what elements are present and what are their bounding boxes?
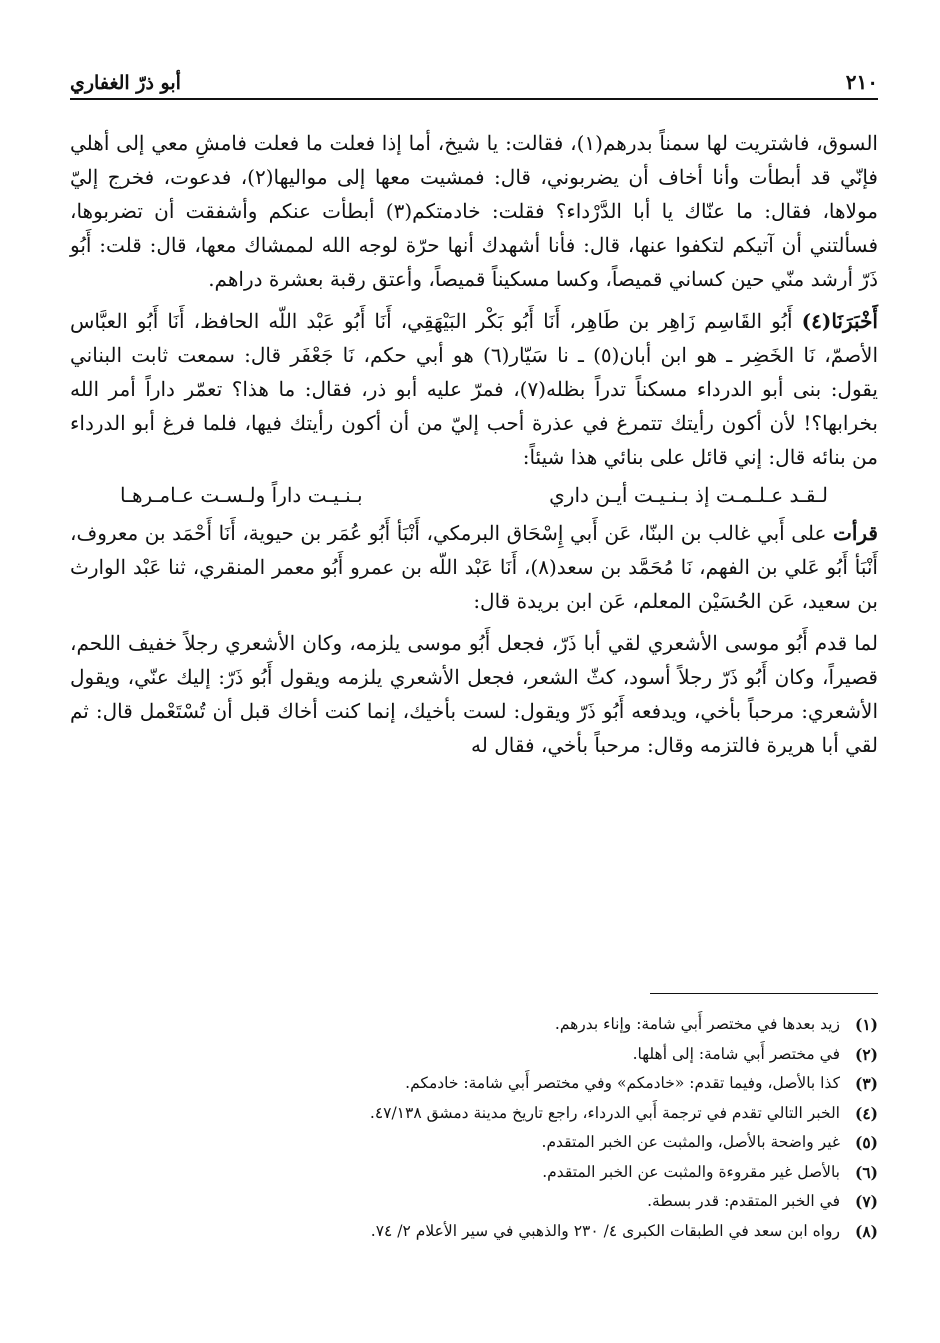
paragraph-lead: قرأت xyxy=(833,521,878,545)
paragraph xyxy=(70,126,878,296)
paragraph-text: لما قدم أَبُو موسى الأشعري لقي أبا ذَرّ، فجعل أَبُو موسى يلزمه، وكان الأشعري رجلاً خفيف اللحم، قصيراً، وكان أَبُو ذَرّ رجلاً أسود، كثّ الشعر، فجعل الأشعري يلزمه ويقول أَبُو ذَرّ: إليك عنّي، ويقول الأشعري: مرحباً بأخي، ويدفعه أَبُو ذَرّ ويقول: لست بأخيك، إنما كنت أخاك قبل أن تُسْتَعْمل قال: ثم لقي أبا هريرة فالتزمه وقال: مرحباً بأخي، فقال له xyxy=(70,631,878,757)
paragraph-text: على أَبي غالب بن البنّا، عَن أَبي إِسْحَاق البرمكي، أَنْبَأ أَبُو عُمَر بن حيوية، أَنَا أَحْمَد بن معروف، أَنْبَأ أَبُو عَلي بن الفهم، نَا مُحَمَّد بن سعد(٨)، أَنَا عَبْد اللّه بن عمرو أَبُو معمر المنقري، ثنا عَبْد الوارث بن سعيد، عَن الحُسَيْن المعلم، عَن ابن بريدة قال: xyxy=(70,521,878,613)
footnote-text: بالأصل غير مقروءة والمثبت عن الخبر المتقدم. xyxy=(542,1162,840,1181)
footnote-number: (٤) xyxy=(854,1103,878,1123)
footnote xyxy=(70,1128,878,1158)
footnote-number: (٦) xyxy=(854,1162,878,1182)
footnote-number: (٧) xyxy=(854,1192,878,1211)
footnote-text: في مختصر أَبي شامة: إلى أهلها. xyxy=(632,1044,840,1063)
paragraph xyxy=(70,516,878,618)
footnote-number: (٢) xyxy=(854,1044,878,1064)
paragraph-text: السوق، فاشتريت لها سمناً بدرهم(١)، فقالت: يا شيخ، أما إذا فعلت ما فعلت فامشِ معي إلى أهلي فإنّي قد أبطأت وأنا أخاف أن يضربوني، قال: فمشيت معها إلى مواليها(٢)، فدعوت، فخرج إليّ مولاها، فقال: ما عنّاك يا أبا الدَّرْداء؟ فقلت: خادمتكم(٣) أبطأت عنكم وأشفقت أن تضربوها، فسألتني أن آتيكم لتكفوا عنها، قال: فأنا أشهدك أنها حرّة لوجه الله لممشاك معها، قال: قلت: أَبُو ذَرّ أرشد منّي حين كساني قميصاً، وكسا مسكيناً قميصاً، وأعتق رقبة بعشرة دراهم. xyxy=(70,131,878,291)
header-rule xyxy=(70,98,878,100)
verse xyxy=(70,478,878,512)
footnotes xyxy=(70,1010,878,1246)
paragraph-lead: أَخْبَرَنَا(٤) xyxy=(801,309,878,333)
paragraph xyxy=(70,304,878,474)
footnote-text: كذا بالأصل، وفيما تقدم: «خادمكم» وفي مختصر أَبي شامة: خادمكم. xyxy=(405,1074,840,1092)
footnote xyxy=(70,1040,878,1070)
running-title: أبو ذرّ الغفاري xyxy=(70,72,181,94)
footnote xyxy=(70,1010,878,1040)
footnote-text: غير واضحة بالأصل، والمثبت عن الخبر المتقدم. xyxy=(541,1133,840,1151)
footnote xyxy=(70,1158,878,1188)
footnote xyxy=(70,1187,878,1217)
footnote xyxy=(70,1069,878,1099)
footnote-text: زيد بعدها في مختصر أَبي شامة: وإناء بدرهم. xyxy=(554,1015,840,1033)
verse-first-hemistich: بـنـيـت داراً ولـسـت عـامـرهـا xyxy=(120,483,363,507)
footnote xyxy=(70,1217,878,1247)
page-number: ٢١٠ xyxy=(845,70,878,94)
verse-second-hemistich: لـقـد عـلـمـت إذ بـنـيـت أيـن داري xyxy=(549,483,828,507)
paragraph xyxy=(70,626,878,762)
footnote-rule xyxy=(650,993,878,994)
footnote-number: (٥) xyxy=(854,1133,878,1152)
footnote-text: رواه ابن سعد في الطبقات الكبرى ٤/ ٢٣٠ والذهبي في سير الأعلام ٢/ ٧٤. xyxy=(370,1221,840,1240)
footnote-text: الخبر التالي تقدم في ترجمة أَبي الدرداء، راجع تاريخ مدينة دمشق ٤٧/١٣٨. xyxy=(369,1103,840,1122)
page-header xyxy=(70,58,878,94)
footnote-text: في الخبر المتقدم: قدر بسطة. xyxy=(647,1192,840,1210)
main-text xyxy=(70,126,878,762)
footnote xyxy=(70,1099,878,1129)
paragraph-text: أَبُو القَاسِم زَاهِر بن طَاهِر، أَنَا أَبُو بَكْر البَيْهَقِي، أَنَا أَبُو عَبْد اللّه الحافظ، أَنَا أَبُو العبَّاس الأصمّ، نَا الخَضِر ـ هو ابن أبان(٥) ـ نا سَيّار(٦) هو أبي حكم، نَا جَعْفَر قال: سمعت ثابت البناني يقول: بنى أبو الدرداء مسكناً تدراً بظله(٧)، فمرّ عليه أبو ذر، فقال: ما هذا؟ تعمّر داراً أمر الله بخرابها؟! لأن أكون رأيتك تتمرغ في عذرة أحب إليّ من أن أكون رأيتك فيها، فلما فرغ أبو الدرداء من بنائه قال: إني قائل على بنائي هذا شيئاً: xyxy=(70,309,879,469)
footnote-number: (١) xyxy=(854,1015,878,1034)
footnote-number: (٣) xyxy=(854,1074,878,1093)
footnote-number: (٨) xyxy=(854,1221,878,1241)
